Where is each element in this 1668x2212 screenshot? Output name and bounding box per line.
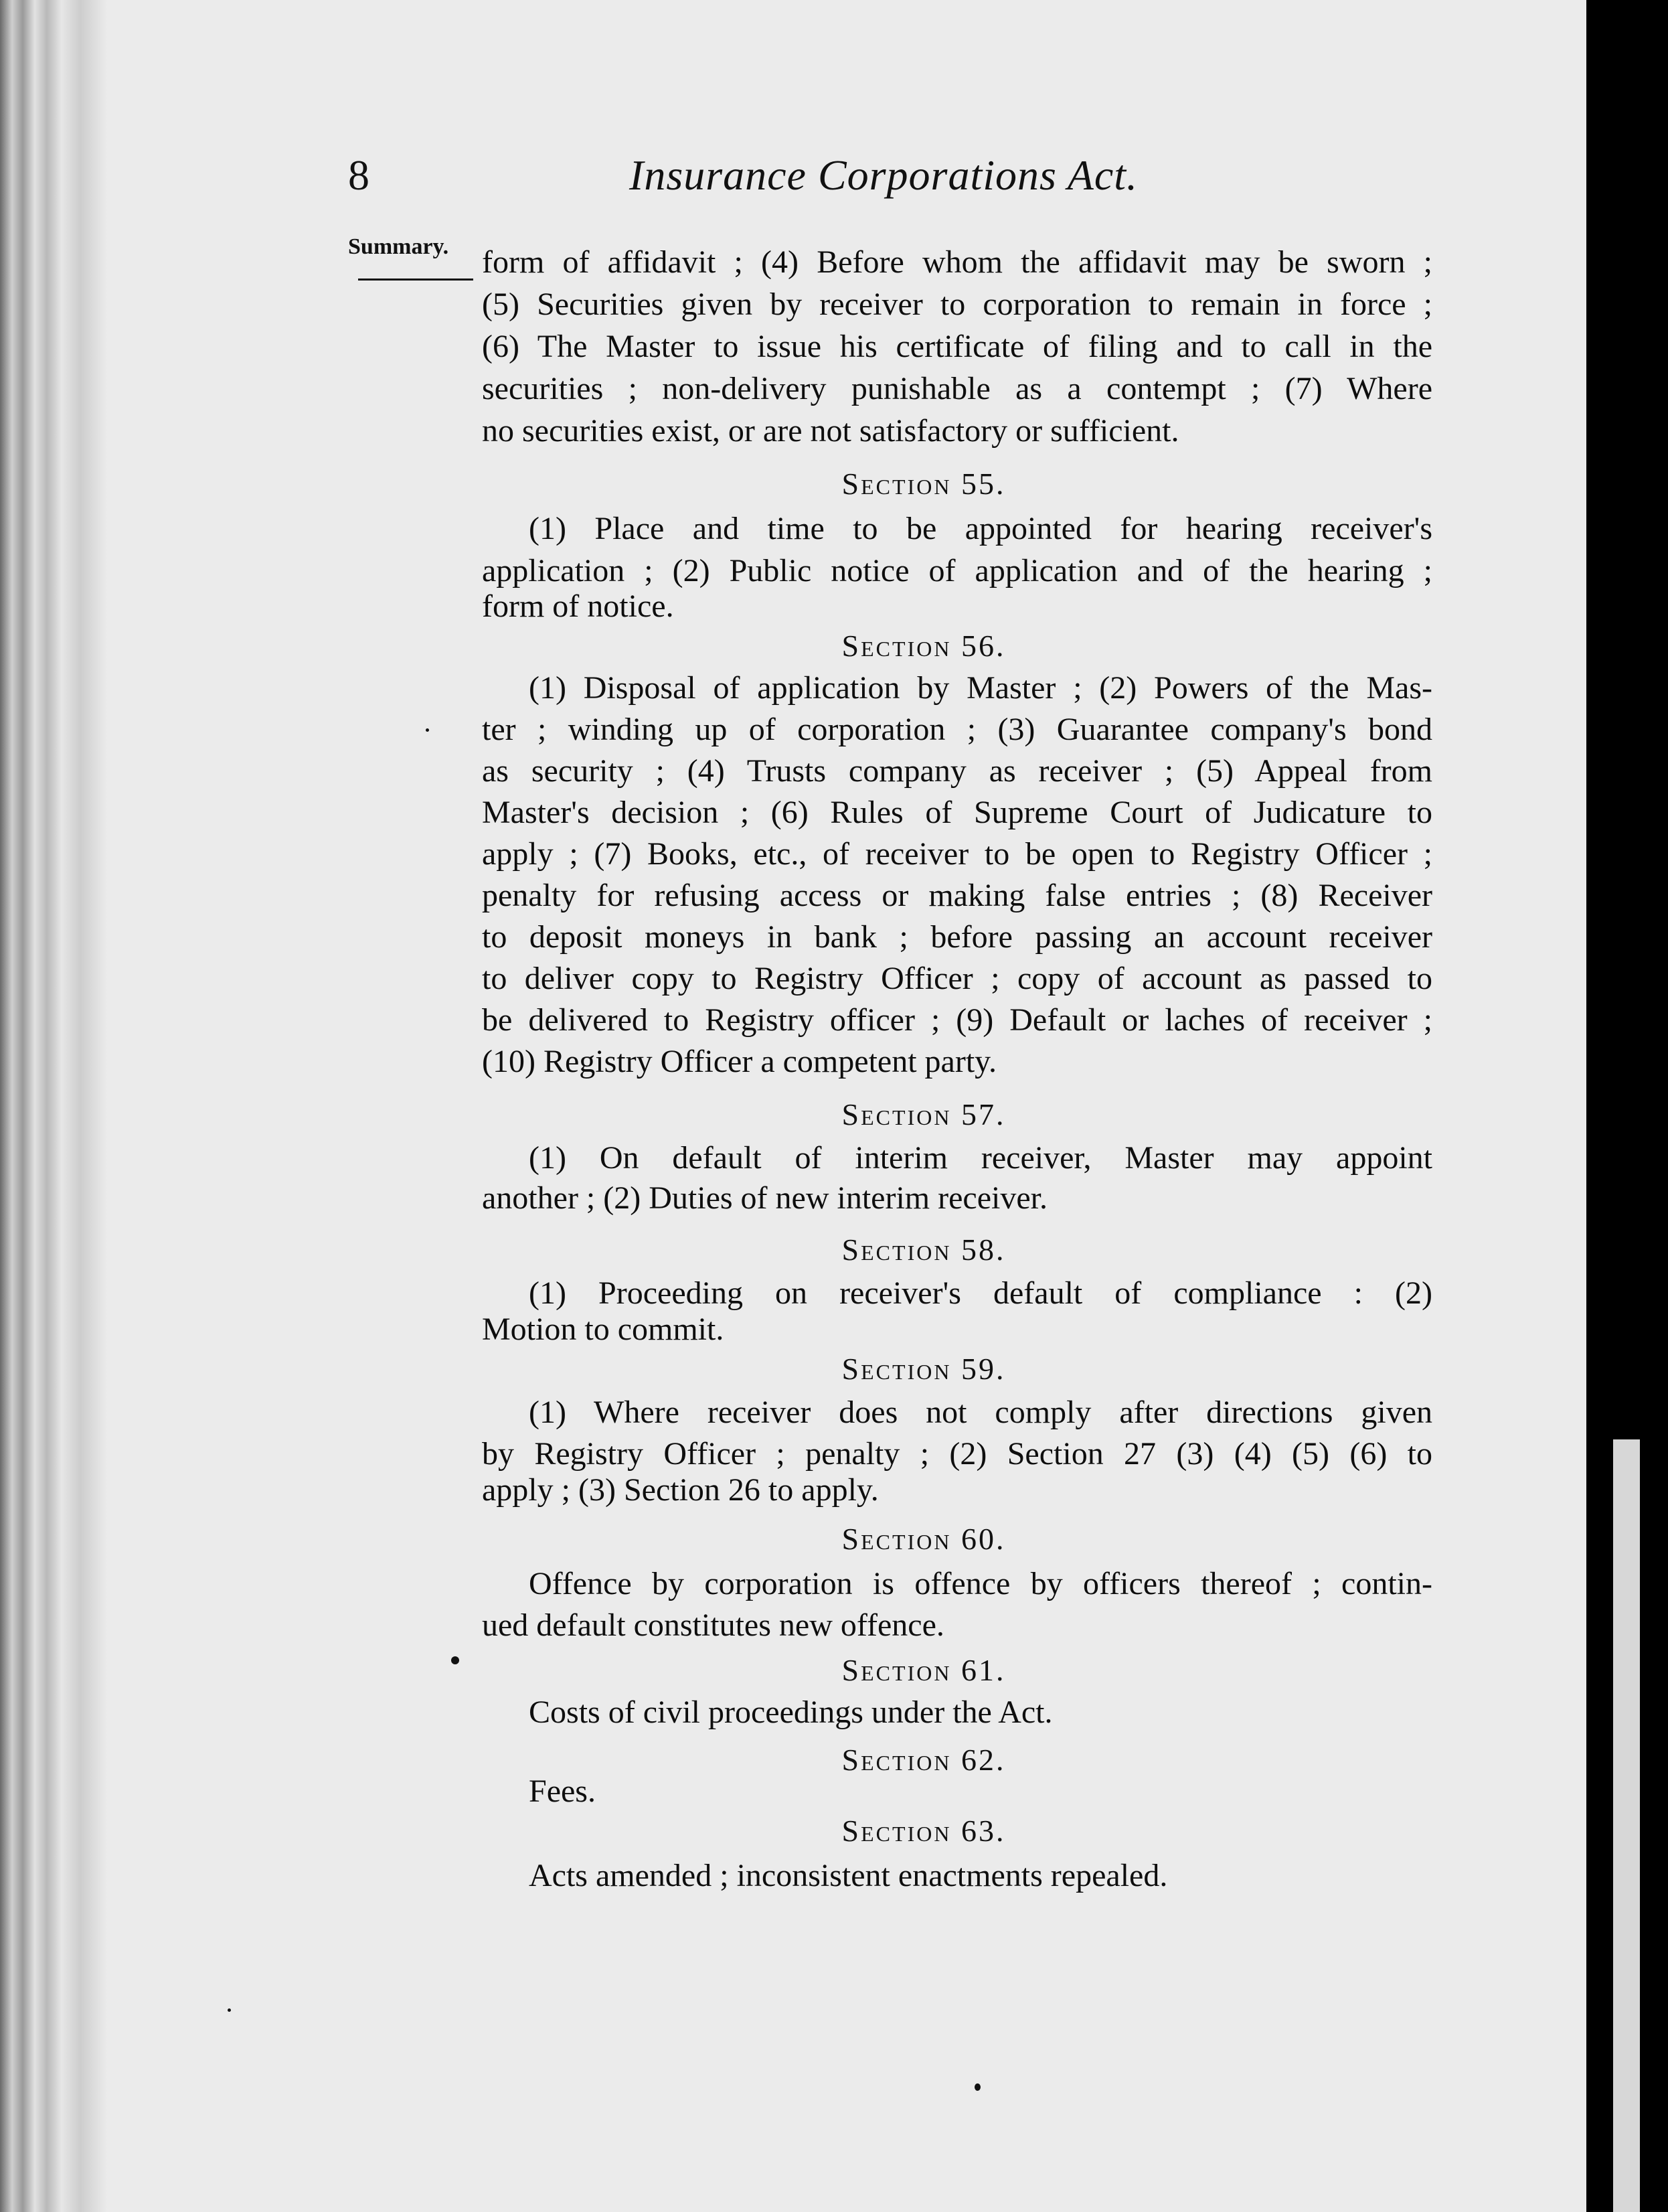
text-line: Offence by corporation is offence by officers thereof ; contin- [529,1566,1432,1601]
text-line: no securities exist, or are not satisfactory or sufficient. [482,413,1179,449]
text-line: form of affidavit ; (4) Before whom the affidavit may be sworn ; [482,244,1432,280]
section-heading: Section 60. [841,1522,1006,1556]
text-line: another ; (2) Duties of new interim receiver. [482,1180,1048,1216]
section-heading: Section 56. [841,629,1006,663]
text-line: (1) Disposal of application by Master ; (2) Powers of the Mas- [529,670,1432,706]
text-line: form of notice. [482,588,674,624]
text-line: apply ; (7) Books, etc., of receiver to be open to Registry Officer ; [482,836,1432,872]
text-line: (6) The Master to issue his certificate of filing and to call in the [482,329,1432,364]
section-heading: Section 62. [841,1743,1006,1777]
text-line: Costs of civil proceedings under the Act. [529,1694,1053,1730]
text-line: Motion to commit. [482,1312,724,1347]
text-line: (1) Proceeding on receiver's default of compliance : (2) [529,1275,1432,1311]
text-line: ued default constitutes new offence. [482,1607,944,1643]
text-line: application ; (2) Public notice of application and of the hearing ; [482,553,1432,588]
text-line: (5) Securities given by receiver to corporation to remain in force ; [482,287,1432,322]
scan-speck [451,1656,459,1664]
text-line: (1) On default of interim receiver, Master may appoint [529,1140,1432,1176]
section-heading: Section 59. [841,1352,1006,1386]
text-line: (1) Where receiver does not comply after directions given [529,1395,1432,1430]
text-line: be delivered to Registry officer ; (9) Default or laches of receiver ; [482,1002,1432,1038]
text-line: (1) Place and time to be appointed for hearing receiver's [529,511,1432,546]
text-line: to deposit moneys in bank ; before passing an account receiver [482,919,1432,955]
section-heading: Section 55. [841,467,1006,501]
section-heading: Section 58. [841,1233,1006,1267]
section-heading: Section 57. [841,1097,1006,1131]
section-heading: Section 61. [841,1653,1006,1687]
page-header [348,151,1151,218]
margin-note-summary: Summary. [348,234,449,259]
text-line: Master's decision ; (6) Rules of Supreme Court of Judicature to [482,795,1432,830]
scan-speck [975,2083,981,2091]
text-line: Fees. [529,1773,596,1809]
page-number: 8 [348,151,369,199]
text-line: (10) Registry Officer a competent party. [482,1044,997,1079]
running-title: Insurance Corporations Act. [629,151,1139,199]
text-line: as security ; (4) Trusts company as receiver ; (5) Appeal from [482,753,1432,789]
text-line: to deliver copy to Registry Officer ; copy of account as passed to [482,961,1432,996]
margin-note-underline [358,279,473,281]
scan-speck [228,2008,231,2012]
text-line: penalty for refusing access or making false entries ; (8) Receiver [482,878,1432,913]
text-line: securities ; non-delivery punishable as a contempt ; (7) Where [482,371,1432,406]
text-line: ter ; winding up of corporation ; (3) Guarantee company's bond [482,712,1432,747]
text-line: by Registry Officer ; penalty ; (2) Section 27 (3) (4) (5) (6) to [482,1436,1432,1472]
text-line: Acts amended ; inconsistent enactments repealed. [529,1858,1168,1893]
section-heading: Section 63. [841,1814,1006,1848]
text-line: apply ; (3) Section 26 to apply. [482,1472,879,1508]
adjacent-page-edge [1613,1439,1640,2212]
scan-speck [426,728,429,732]
